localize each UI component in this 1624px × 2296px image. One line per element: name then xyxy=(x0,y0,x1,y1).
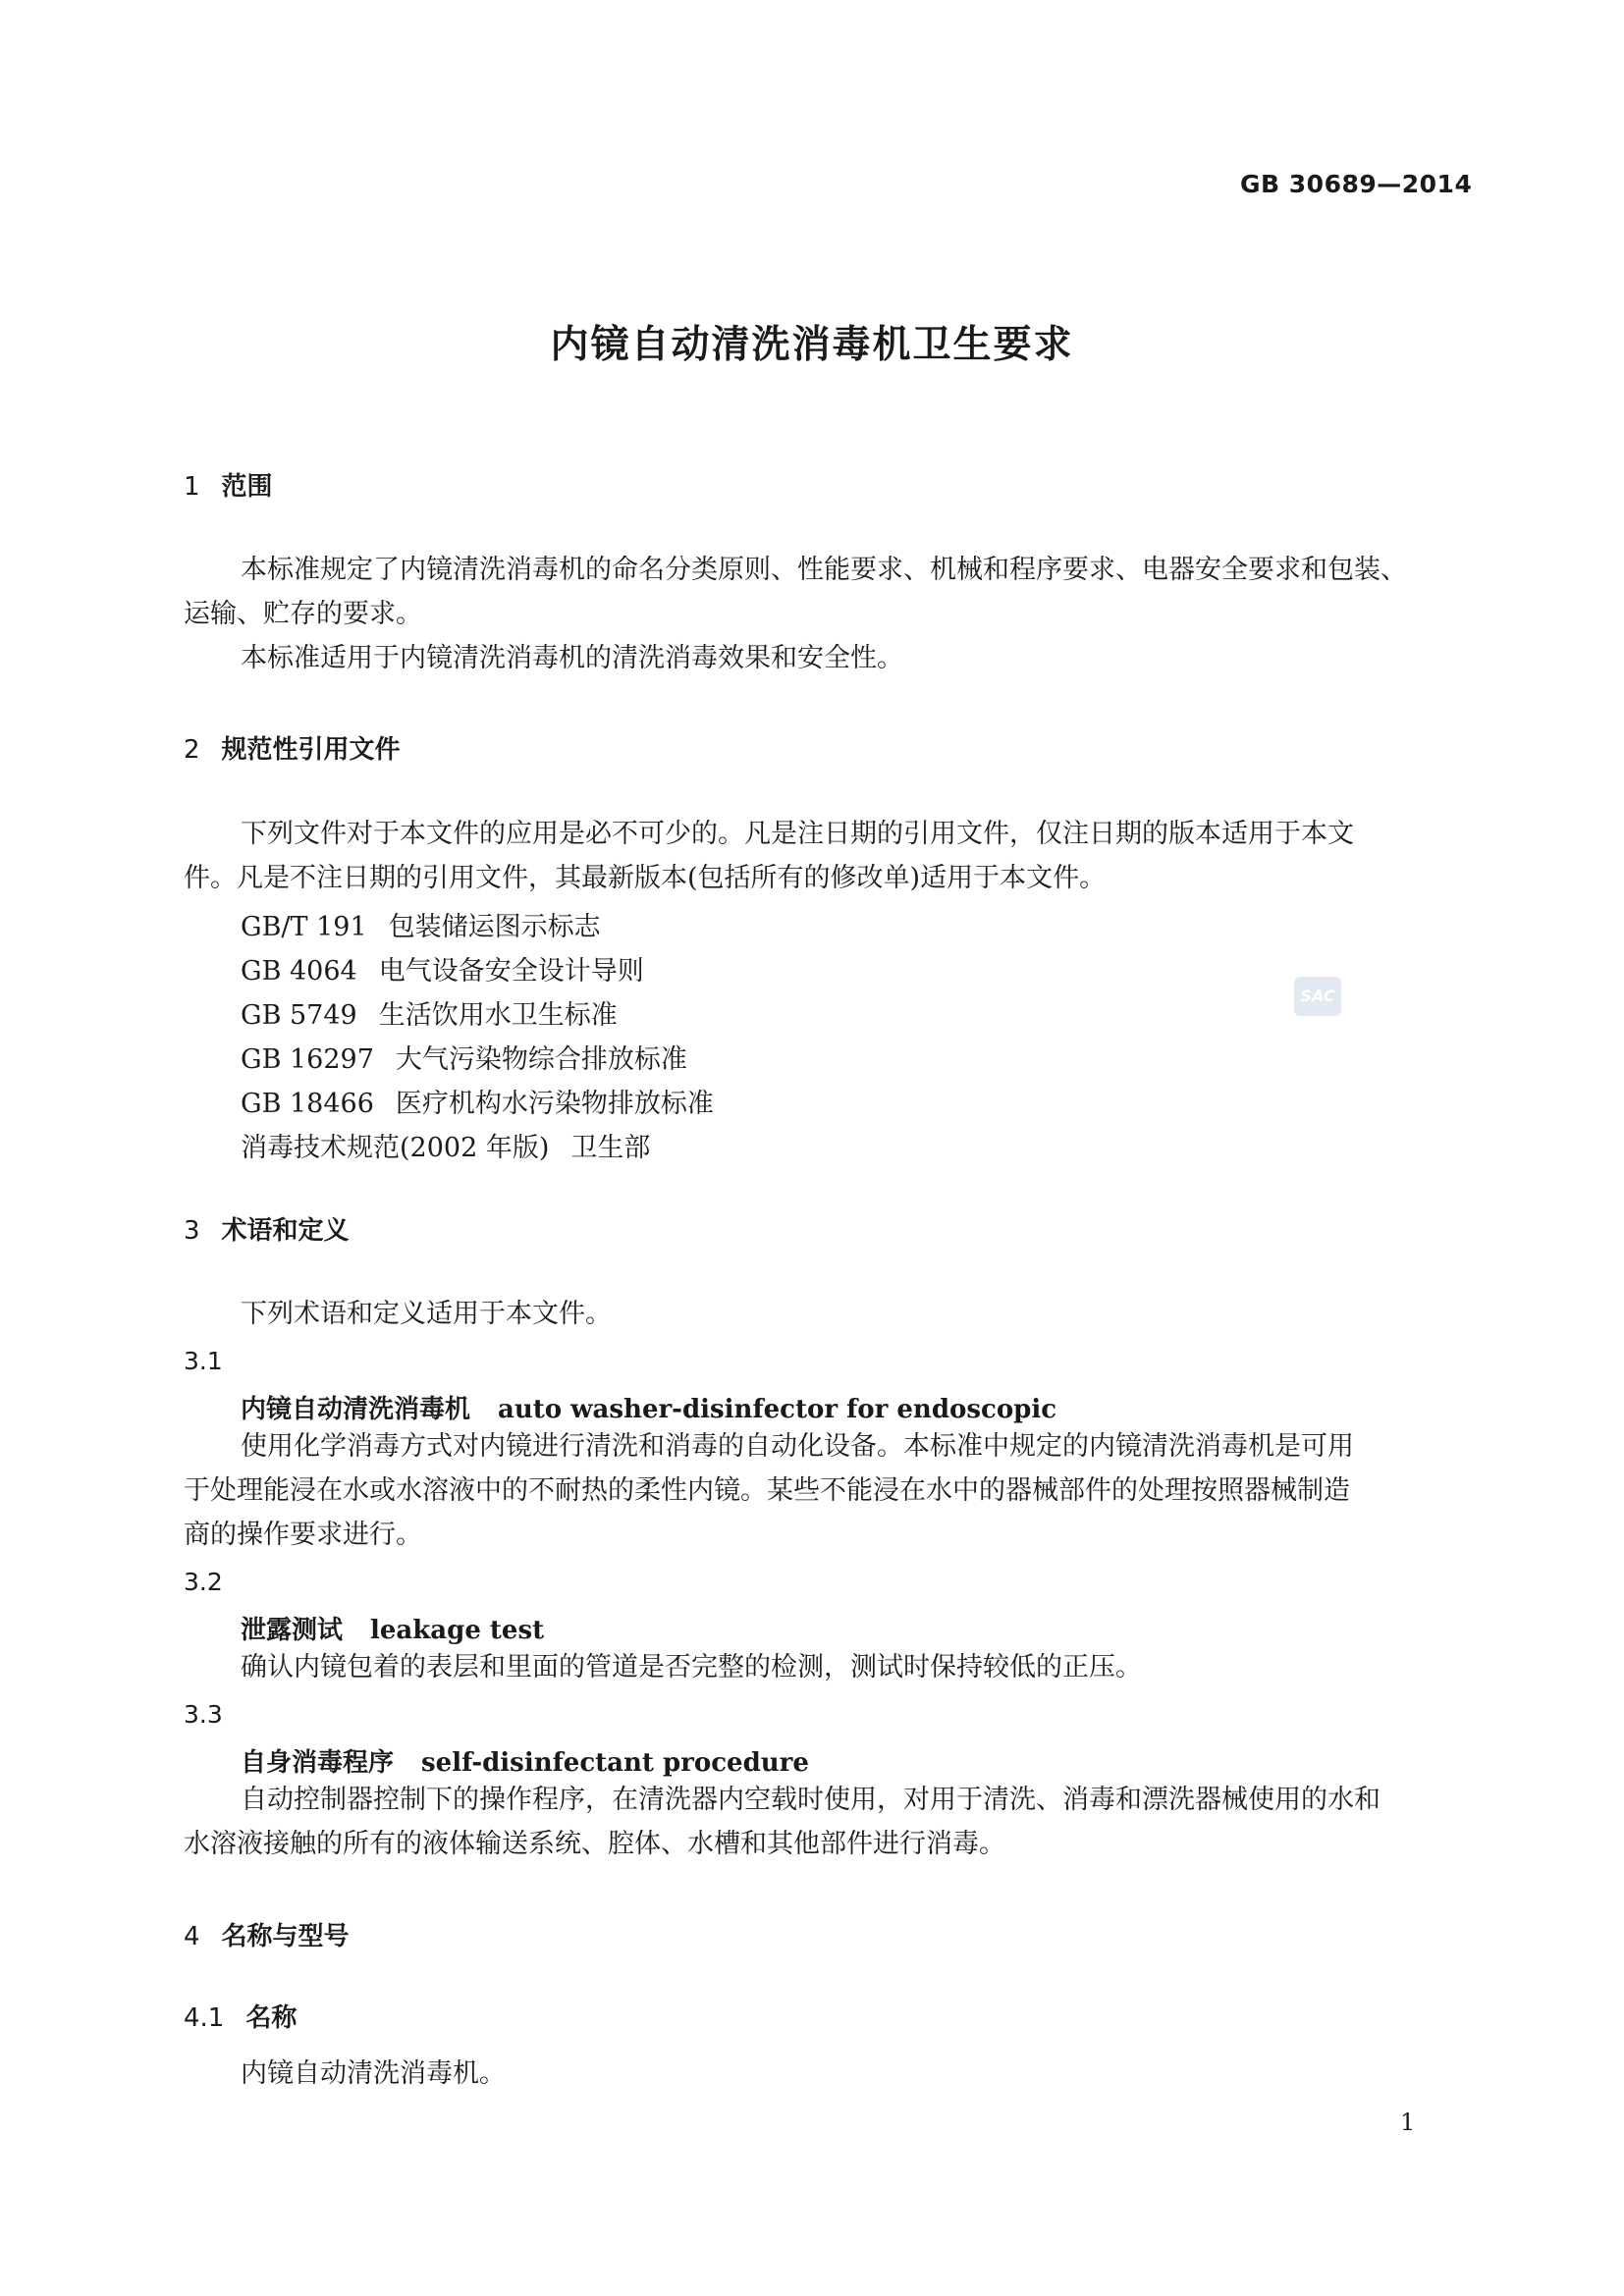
section-number: 1 xyxy=(184,472,200,502)
section-2-heading xyxy=(184,729,401,766)
paragraph: 下列术语和定义适用于本文件。 xyxy=(241,1299,612,1329)
term-chinese: 内镜自动清洗消毒机 xyxy=(241,1395,471,1424)
reference-item xyxy=(241,1038,687,1076)
document-title: 内镜自动清洗消毒机卫生要求 xyxy=(550,323,1074,367)
term-definition: 确认内镜包着的表层和里面的管道是否完整的检测，测试时保持较低的正压。 xyxy=(241,1652,1142,1682)
term-english: auto washer-disinfector for endoscopic xyxy=(498,1395,1057,1424)
term-heading xyxy=(241,1610,544,1646)
reference-title: 大气污染物综合排放标准 xyxy=(395,1044,687,1075)
reference-item xyxy=(241,1082,714,1120)
page-number: 1 xyxy=(1400,2109,1416,2136)
reference-title: 医疗机构水污染物排放标准 xyxy=(395,1089,714,1119)
section-title: 术语和定义 xyxy=(221,1216,350,1246)
subsection-4-1-heading xyxy=(184,1998,297,2034)
term-chinese: 泄露测试 xyxy=(241,1616,344,1645)
paragraph: 本标准规定了内镜清洗消毒机的命名分类原则、性能要求、机械和程序要求、电器安全要求和包装、 xyxy=(241,555,1407,585)
sac-watermark-logo: SAC xyxy=(1294,977,1341,1016)
section-3-heading xyxy=(184,1210,350,1247)
paragraph: 内镜自动清洗消毒机。 xyxy=(241,2058,506,2089)
term-number: 3.2 xyxy=(184,1568,223,1596)
term-heading xyxy=(241,1742,809,1779)
section-title: 范围 xyxy=(221,472,273,502)
term-definition: 使用化学消毒方式对内镜进行清洗和消毒的自动化设备。本标准中规定的内镜清洗消毒机是可用 xyxy=(241,1431,1354,1462)
reference-title: 卫生部 xyxy=(570,1133,651,1163)
term-english: leakage test xyxy=(370,1616,545,1645)
reference-title: 电气设备安全设计导则 xyxy=(378,956,644,987)
section-4-heading xyxy=(184,1916,350,1952)
reference-code: GB 16297 xyxy=(241,1044,374,1075)
reference-code: GB 5749 xyxy=(241,1000,357,1031)
reference-item xyxy=(241,1126,650,1164)
term-definition: 水溶液接触的所有的液体输送系统、腔体、水槽和其他部件进行消毒。 xyxy=(184,1829,1005,1859)
section-number: 3 xyxy=(184,1216,200,1246)
subsection-title: 名称 xyxy=(245,2003,298,2033)
subsection-number: 4.1 xyxy=(184,2003,225,2033)
paragraph: 下列文件对于本文件的应用是必不可少的。凡是注日期的引用文件，仅注日期的版本适用于本文 xyxy=(241,819,1354,849)
section-number: 4 xyxy=(184,1922,200,1951)
term-definition: 于处理能浸在水或水溶液中的不耐热的柔性内镜。某些不能浸在水中的器械部件的处理按照器械制造 xyxy=(184,1475,1350,1506)
paragraph: 运输、贮存的要求。 xyxy=(184,599,422,629)
reference-code: GB 4064 xyxy=(241,956,357,987)
reference-title: 生活饮用水卫生标准 xyxy=(378,1000,618,1031)
reference-code: GB 18466 xyxy=(241,1089,374,1119)
paragraph: 本标准适用于内镜清洗消毒机的清洗消毒效果和安全性。 xyxy=(241,643,903,673)
section-title: 名称与型号 xyxy=(221,1922,350,1951)
term-number: 3.1 xyxy=(184,1347,223,1375)
reference-title: 包装储运图示标志 xyxy=(388,912,601,942)
section-title: 规范性引用文件 xyxy=(221,735,401,765)
term-english: self-disinfectant procedure xyxy=(421,1748,809,1778)
term-definition: 商的操作要求进行。 xyxy=(184,1520,422,1550)
standard-code: GB 30689—2014 xyxy=(1240,170,1473,198)
reference-item xyxy=(241,993,618,1032)
term-number: 3.3 xyxy=(184,1700,223,1729)
paragraph: 件。凡是不注日期的引用文件，其最新版本(包括所有的修改单)适用于本文件。 xyxy=(184,863,1107,893)
section-number: 2 xyxy=(184,735,200,765)
section-1-heading xyxy=(184,466,273,503)
reference-item xyxy=(241,949,644,988)
reference-code: 消毒技术规范(2002 年版) xyxy=(241,1133,550,1163)
reference-item xyxy=(241,905,601,943)
reference-code: GB/T 191 xyxy=(241,912,367,942)
term-definition: 自动控制器控制下的操作程序，在清洗器内空载时使用，对用于清洗、消毒和漂洗器械使用的水和 xyxy=(241,1785,1380,1815)
term-heading xyxy=(241,1389,1056,1425)
term-chinese: 自身消毒程序 xyxy=(241,1748,395,1778)
